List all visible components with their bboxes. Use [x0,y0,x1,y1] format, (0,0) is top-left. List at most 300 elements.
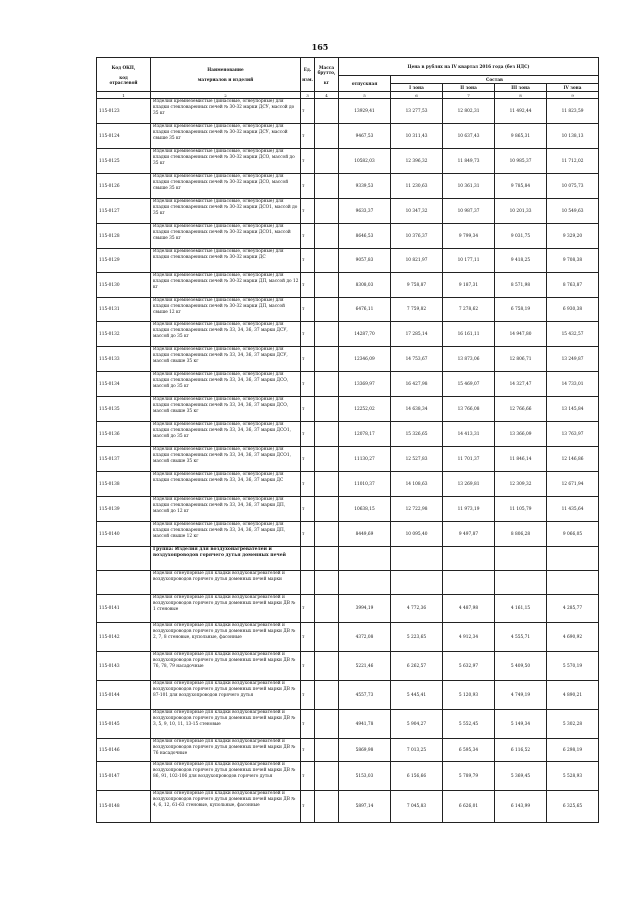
row-code: 115-0126 [97,174,151,199]
row-mass [315,124,339,149]
row-code: 115-0135 [97,397,151,422]
header-price-title: Цена в рублях на IV квартал 2016 года (без НДС) [339,58,599,76]
row-code: 115-0137 [97,447,151,472]
row-unit: т [301,762,315,791]
row-zone-1-price: 12 396,32 [391,149,443,174]
row-zone-3-price: 13 366,09 [495,422,547,447]
row-mass [315,652,339,681]
row-zone-4-price: 9 066,05 [547,522,599,547]
row-zone-1-price: 10 311,43 [391,124,443,149]
row-total-price: 14287,70 [339,322,391,347]
header-code-line1: Код ОКП, [111,64,136,70]
row-unit: т [301,249,315,273]
row-zone-1-price: 15 326,65 [391,422,443,447]
row-zone-4-price: 10 138,13 [547,124,599,149]
row-zone-1-price: 17 285,14 [391,322,443,347]
row-zone-4-price: 12 146,86 [547,447,599,472]
row-zone-1-price: 7 045,83 [391,791,443,823]
row-total-price: 8646,53 [339,224,391,249]
row-unit: т [301,522,315,547]
column-index: 9 [547,92,599,99]
header-name [151,58,301,92]
table-row [97,149,599,174]
row-code: 115-0140 [97,522,151,547]
row-unit: т [301,652,315,681]
row-code: 115-0148 [97,791,151,823]
header-code-line3: отраслевой [109,79,138,85]
row-total-price: 8449,69 [339,522,391,547]
row-name: Изделия кремнеземистые (динасовые, огнеупорные) для кладки стекловаренных печей № 30-32 марки ДСО, массой свыше 35 кг [151,174,301,199]
table-row [97,447,599,472]
row-zone-1-price: 7 013,25 [391,739,443,762]
row-mass [315,298,339,322]
row-total-price [339,571,391,595]
row-zone-2-price: 13 766,08 [443,397,495,422]
row-unit: т [301,681,315,710]
header-zone-1: I зона [391,84,443,92]
row-zone-4-price: 8 763,87 [547,273,599,298]
table-row [97,623,599,652]
row-zone-3-price: 9 865,31 [495,124,547,149]
table-row [97,224,599,249]
row-code: 115-0146 [97,739,151,762]
row-zone-4-price: 6 298,19 [547,739,599,762]
row-zone-3-price: 14 327,47 [495,372,547,397]
row-zone-4-price: 15 432,57 [547,322,599,347]
row-zone-3-price: 11 846,14 [495,447,547,472]
row-name: Изделия кремнеземистые (динасовые, огнеупорные) для кладки стекловаренных печей № 33, 34, 36, 37 марки ДСУ, массой до 35 кг [151,322,301,347]
row-total-price: 13929,41 [339,99,391,124]
row-zone-4-price: 13 249,87 [547,347,599,372]
row-zone-3-price: 4 749,19 [495,681,547,710]
row-zone-1-price: 12 527,83 [391,447,443,472]
group-empty-cell [495,547,547,571]
row-zone-2-price: 10 987,37 [443,199,495,224]
row-name: Изделия огнеупорные для кладки воздухонагревателей и воздухопроводов горячего дутья доменных печей марки ДВ № 3, 5, 9, 10, 11, 13-15 стеновые [151,710,301,739]
row-mass [315,273,339,298]
row-total-price: 9339,53 [339,174,391,199]
row-mass [315,149,339,174]
row-total-price: 4941,78 [339,710,391,739]
group-empty-cell [339,547,391,571]
row-zone-2-price: 7 278,62 [443,298,495,322]
row-code [97,571,151,595]
row-zone-1-price: 14 638,34 [391,397,443,422]
row-unit: т [301,397,315,422]
row-zone-1-price: 13 277,53 [391,99,443,124]
row-total-price: 13369,97 [339,372,391,397]
row-zone-3-price: 9 031,75 [495,224,547,249]
row-total-price: 9467,53 [339,124,391,149]
row-code: 115-0142 [97,623,151,652]
row-zone-2-price: 6 626,01 [443,791,495,823]
row-zone-2-price: 16 161,11 [443,322,495,347]
row-zone-2-price: 14 413,31 [443,422,495,447]
row-zone-4-price: 4 890,21 [547,681,599,710]
row-zone-4-price: 9 329,20 [547,224,599,249]
row-code: 115-0138 [97,472,151,497]
row-name: Изделия кремнеземистые (динасовые, огнеупорные) для кладки стекловаренных печей № 30-32 марки ДСО1, массой до 35 кг [151,199,301,224]
header-mass [315,58,339,92]
row-zone-2-price: 5 789,79 [443,762,495,791]
row-code: 115-0143 [97,652,151,681]
row-code: 115-0124 [97,124,151,149]
row-zone-3-price: 6 116,52 [495,739,547,762]
row-zone-2-price: 5 632,97 [443,652,495,681]
column-index-row [97,92,599,99]
header-composition: Состав [391,76,599,84]
row-zone-2-price: 13 873,06 [443,347,495,372]
row-name: Изделия огнеупорные для кладки воздухонагревателей и воздухопроводов горячего дутья доменных печей марки ДВ № 76 насадочные [151,739,301,762]
row-zone-2-price: 13 269,81 [443,472,495,497]
row-zone-2-price: 9 187,31 [443,273,495,298]
header-mass-line3: кг [323,79,330,85]
row-zone-1-price: 4 772,36 [391,595,443,623]
row-zone-1-price: 10 095,40 [391,522,443,547]
row-zone-1-price: 6 262,57 [391,652,443,681]
row-zone-3-price: 8 806,28 [495,522,547,547]
row-unit [301,571,315,595]
column-index: 3 [301,92,315,99]
table-row [97,472,599,497]
row-zone-4-price: 12 671,94 [547,472,599,497]
row-name: Изделия кремнеземистые (динасовые, огнеупорные) для кладки стекловаренных печей № 33, 34, 36, 37 марки ДС [151,472,301,497]
row-zone-1-price: 6 156,66 [391,762,443,791]
row-name: Изделия кремнеземистые (динасовые, огнеупорные) для кладки стекловаренных печей № 33, 34, 36, 37 марки ДСО, массой свыше 35 кг [151,397,301,422]
column-index: 4 [315,92,339,99]
row-zone-1-price: 5 445,41 [391,681,443,710]
page-number: 165 [311,42,329,52]
row-mass [315,710,339,739]
row-zone-3-price: 12 766,66 [495,397,547,422]
table-row [97,199,599,224]
table-row [97,298,599,322]
row-zone-3-price: 9 418,25 [495,249,547,273]
row-total-price: 10582,03 [339,149,391,174]
group-empty-cell [301,547,315,571]
column-index: 6 [391,92,443,99]
row-zone-2-price: 9 799,34 [443,224,495,249]
row-zone-4-price: 11 435,64 [547,497,599,522]
row-zone-3-price: 10 985,37 [495,149,547,174]
row-name: Изделия огнеупорные для кладки воздухонагревателей и воздухопроводов горячего дутья доменных печей марки ДВ № 76, 78, 79 насадочные [151,652,301,681]
row-name: Изделия огнеупорные для кладки воздухонагревателей и воздухопроводов горячего дутья доменных печей марки ДВ № 1 стеновые [151,595,301,623]
row-code: 115-0131 [97,298,151,322]
row-total-price: 5869,98 [339,739,391,762]
table-row [97,99,599,124]
row-zone-1-price: 11 230,63 [391,174,443,199]
row-unit: т [301,447,315,472]
row-mass [315,762,339,791]
column-index: 7 [443,92,495,99]
row-unit: т [301,322,315,347]
row-zone-2-price: 10 361,31 [443,174,495,199]
row-code: 115-0145 [97,710,151,739]
row-code: 115-0133 [97,347,151,372]
row-zone-2-price: 4 487,98 [443,595,495,623]
header-unit-line1: Ед. [303,67,312,72]
row-name: Изделия кремнеземистые (динасовые, огнеупорные) для кладки стекловаренных печей № 33, 34, 36, 37 марки ДСО1, массой свыше 35 кг [151,447,301,472]
row-total-price: 12346,09 [339,347,391,372]
row-code: 115-0141 [97,595,151,623]
row-unit: т [301,372,315,397]
row-total-price: 10638,15 [339,497,391,522]
header-name-line1: Наименование [207,67,244,72]
row-zone-2-price: 9 497,87 [443,522,495,547]
header-zone-4: IV зона [547,84,599,92]
table-group-section [97,547,599,571]
row-total-price: 8308,03 [339,273,391,298]
row-unit: т [301,224,315,249]
row-zone-1-price: 14 108,63 [391,472,443,497]
row-name: Изделия кремнеземистые (динасовые, огнеупорные) для кладки стекловаренных печей № 30-32 марки ДС [151,249,301,273]
row-zone-3-price: 8 571,98 [495,273,547,298]
header-unit [301,58,315,92]
row-total-price: 5221,46 [339,652,391,681]
group-empty-cell [547,547,599,571]
row-mass [315,791,339,823]
row-zone-3-price [495,571,547,595]
group-empty-cell [391,547,443,571]
row-zone-3-price: 12 309,32 [495,472,547,497]
row-zone-4-price: 10 075,73 [547,174,599,199]
row-zone-1-price: 10 347,32 [391,199,443,224]
group-empty-cell [443,547,495,571]
row-total-price: 9633,37 [339,199,391,224]
row-zone-2-price: 5 552,45 [443,710,495,739]
row-name: Изделия огнеупорные для кладки воздухонагревателей и воздухопроводов горячего дутья доменных печей марки ДВ № 4, 6, 12, 61-63 стеновые, купольные, фасонные [151,791,301,823]
row-zone-1-price: 9 758,87 [391,273,443,298]
group-code-cell [97,547,151,571]
row-zone-2-price: 12 802,31 [443,99,495,124]
row-code: 115-0129 [97,249,151,273]
row-name: Изделия кремнеземистые (динасовые, огнеупорные) для кладки стекловаренных печей № 30-32 марки ДСО1, массой свыше 35 кг [151,224,301,249]
row-zone-1-price: 10 376,37 [391,224,443,249]
row-zone-1-price [391,571,443,595]
row-name: Изделия кремнеземистые (динасовые, огнеупорные) для кладки стекловаренных печей № 30-32 марки ДП, массой до 12 кг [151,273,301,298]
row-code: 115-0134 [97,372,151,397]
row-zone-3-price: 14 947,80 [495,322,547,347]
row-zone-1-price: 5 904,27 [391,710,443,739]
row-mass [315,224,339,249]
table-row [97,595,599,623]
table-header [97,58,599,99]
row-mass [315,447,339,472]
table-row [97,347,599,372]
row-zone-2-price: 11 701,37 [443,447,495,472]
row-unit: т [301,472,315,497]
row-name: Изделия кремнеземистые (динасовые, огнеупорные) для кладки стекловаренных печей № 33, 34, 36, 37 марки ДП, массой свыше 12 кг [151,522,301,547]
row-unit: т [301,623,315,652]
table-row [97,273,599,298]
group-title: Группа: Изделия для воздухонагревателей и воздухопроводов горячего дутья доменных печей [151,547,301,571]
table-row [97,497,599,522]
row-total-price: 12078,17 [339,422,391,447]
row-zone-4-price: 6 930,38 [547,298,599,322]
group-empty-cell [315,547,339,571]
row-mass [315,595,339,623]
row-mass [315,623,339,652]
row-name: Изделия кремнеземистые (динасовые, огнеупорные) для кладки стекловаренных печей № 33, 34, 36, 37 марки ДСО, массой до 35 кг [151,372,301,397]
row-zone-2-price: 4 912,34 [443,623,495,652]
row-unit: т [301,710,315,739]
row-total-price: 6476,11 [339,298,391,322]
row-code: 115-0125 [97,149,151,174]
row-name: Изделия огнеупорные для кладки воздухонагревателей и воздухопроводов горячего дутья доменных печей марки [151,571,301,595]
row-unit: т [301,739,315,762]
table-row [97,422,599,447]
row-code: 115-0128 [97,224,151,249]
group-row [97,547,599,571]
table-row [97,322,599,347]
row-total-price: 9057,83 [339,249,391,273]
row-zone-2-price: 10 177,11 [443,249,495,273]
table-row [97,397,599,422]
row-unit: т [301,174,315,199]
row-name: Изделия огнеупорные для кладки воздухонагревателей и воздухопроводов горячего дутья доменных печей марки ДВ № 87-101 для воздухопроводов горячего дутья [151,681,301,710]
row-name: Изделия огнеупорные для кладки воздухонагревателей и воздухопроводов горячего дутья доменных печей марки ДВ № 86, 91, 102-106 для воздухопроводов горячего дутья [151,762,301,791]
row-zone-4-price: 9 708,38 [547,249,599,273]
table-row [97,652,599,681]
row-zone-1-price: 14 753,67 [391,347,443,372]
row-zone-2-price: 10 637,43 [443,124,495,149]
row-mass [315,174,339,199]
row-zone-2-price: 11 973,19 [443,497,495,522]
row-mass [315,739,339,762]
row-zone-3-price: 11 492,44 [495,99,547,124]
row-unit: т [301,497,315,522]
table-row [97,174,599,199]
row-mass [315,397,339,422]
row-unit: т [301,791,315,823]
row-unit: т [301,298,315,322]
header-unit-line2: изм. [302,77,313,82]
row-zone-1-price: 5 223,65 [391,623,443,652]
row-zone-3-price: 6 143,99 [495,791,547,823]
row-name: Изделия кремнеземистые (динасовые, огнеупорные) для кладки стекловаренных печей № 30-32 марки ДСУ, массой свыше 35 кг [151,124,301,149]
column-index: 2 [151,92,301,99]
row-code: 115-0139 [97,497,151,522]
row-code: 115-0136 [97,422,151,447]
row-zone-4-price: 14 733,01 [547,372,599,397]
row-code: 115-0132 [97,322,151,347]
table-row [97,681,599,710]
row-unit: т [301,149,315,174]
row-zone-4-price [547,571,599,595]
row-total-price: 4372,08 [339,623,391,652]
row-total-price: 3994,19 [339,595,391,623]
row-zone-4-price: 4 285,77 [547,595,599,623]
header-code [97,58,151,92]
row-zone-4-price: 4 690,92 [547,623,599,652]
row-zone-4-price: 5 570,19 [547,652,599,681]
row-zone-4-price: 6 325,65 [547,791,599,823]
row-unit: т [301,347,315,372]
row-zone-3-price: 4 161,15 [495,595,547,623]
row-code: 115-0130 [97,273,151,298]
row-mass [315,497,339,522]
table-row [97,522,599,547]
row-unit: т [301,99,315,124]
row-mass [315,522,339,547]
row-zone-2-price: 15 469,07 [443,372,495,397]
row-zone-4-price: 5 302,28 [547,710,599,739]
row-zone-3-price: 5 409,50 [495,652,547,681]
row-zone-2-price: 11 849,73 [443,149,495,174]
row-unit: т [301,273,315,298]
row-name: Изделия кремнеземистые (динасовые, огнеупорные) для кладки стекловаренных печей № 33, 34, 36, 37 марки ДСО1, массой до 35 кг [151,422,301,447]
table-body-part-2 [97,571,599,823]
row-zone-3-price: 6 758,19 [495,298,547,322]
column-index: 1 [97,92,151,99]
row-total-price: 11010,37 [339,472,391,497]
row-zone-1-price: 12 722,98 [391,497,443,522]
row-code: 115-0147 [97,762,151,791]
row-zone-4-price: 13 763,97 [547,422,599,447]
header-zone-2: II зона [443,84,495,92]
row-zone-2-price: 5 120,93 [443,681,495,710]
row-code: 115-0144 [97,681,151,710]
row-zone-1-price: 10 821,97 [391,249,443,273]
row-zone-3-price: 10 201,33 [495,199,547,224]
column-index: 8 [495,92,547,99]
row-zone-1-price: 7 759,82 [391,298,443,322]
row-zone-4-price: 5 528,93 [547,762,599,791]
row-zone-3-price: 4 555,71 [495,623,547,652]
price-table [96,57,599,823]
row-zone-3-price: 12 806,71 [495,347,547,372]
table-row [97,739,599,762]
row-zone-4-price: 11 823,59 [547,99,599,124]
row-mass [315,571,339,595]
row-name: Изделия кремнеземистые (динасовые, огнеупорные) для кладки стекловаренных печей № 30-32 марки ДП, массой свыше 12 кг [151,298,301,322]
row-total-price: 11130,27 [339,447,391,472]
row-unit: т [301,422,315,447]
row-name: Изделия кремнеземистые (динасовые, огнеупорные) для кладки стекловаренных печей № 33, 34, 36, 37 марки ДП, массой до 12 кг [151,497,301,522]
row-name: Изделия кремнеземистые (динасовые, огнеупорные) для кладки стекловаренных печей № 30-32 марки ДСУ, массой до 35 кг [151,99,301,124]
table-row [97,571,599,595]
row-mass [315,347,339,372]
table-body-part-1 [97,99,599,547]
row-zone-1-price: 16 427,98 [391,372,443,397]
row-name: Изделия кремнеземистые (динасовые, огнеупорные) для кладки стекловаренных печей № 30-32 марки ДСО, массой до 35 кг [151,149,301,174]
row-total-price: 12252,02 [339,397,391,422]
row-zone-3-price: 9 785,84 [495,174,547,199]
table-row [97,710,599,739]
header-total: отпускная [339,76,391,92]
row-zone-2-price [443,571,495,595]
row-mass [315,422,339,447]
row-name: Изделия кремнеземистые (динасовые, огнеупорные) для кладки стекловаренных печей № 33, 34, 36, 37 марки ДСУ, массой свыше 35 кг [151,347,301,372]
row-zone-4-price: 13 145,84 [547,397,599,422]
row-unit: т [301,199,315,224]
table-row [97,762,599,791]
row-code: 115-0123 [97,99,151,124]
table-row [97,249,599,273]
row-zone-3-price: 5 369,45 [495,762,547,791]
row-zone-4-price: 10 549,63 [547,199,599,224]
header-mass-line1: Масса [318,64,335,70]
header-mass-line2: брутто, [317,69,336,75]
header-code-line2: код [119,74,128,80]
row-zone-4-price: 11 712,02 [547,149,599,174]
row-mass [315,681,339,710]
table-row [97,372,599,397]
row-total-price: 5897,14 [339,791,391,823]
table-row [97,124,599,149]
row-mass [315,322,339,347]
row-mass [315,199,339,224]
